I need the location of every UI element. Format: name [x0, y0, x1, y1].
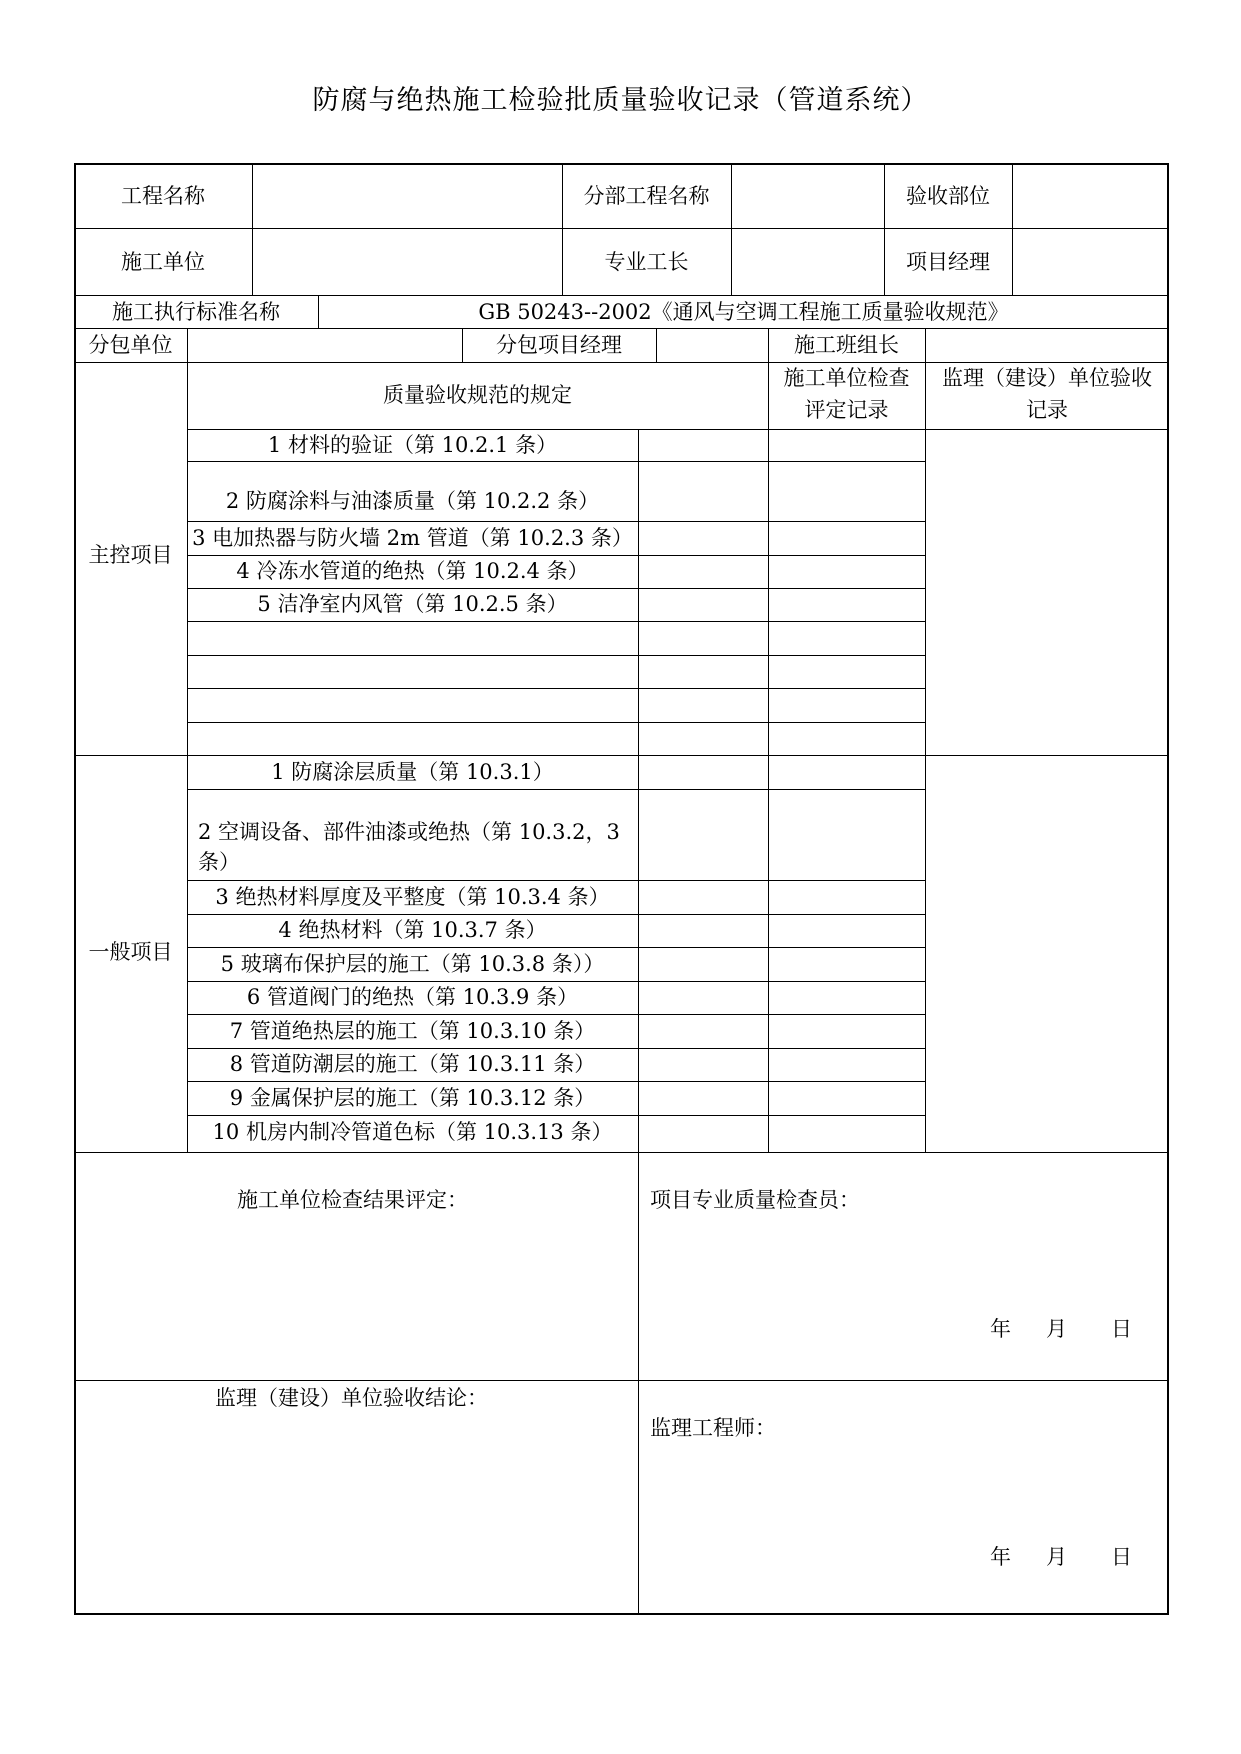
date2-day: 日 — [1111, 1545, 1132, 1569]
general-item: 5 玻璃布保护层的施工（第 10.3.8 条）） — [220, 952, 605, 976]
date1-month: 月 — [1046, 1317, 1067, 1341]
main-control-item: 1 材料的验证（第 10.2.1 条） — [267, 433, 558, 457]
main-control-item: 2 防腐涂料与油漆质量（第 10.2.2 条） — [225, 489, 600, 513]
general-item: 10 机房内制冷管道色标（第 10.3.13 条） — [212, 1120, 613, 1144]
general-item: 6 管道阀门的绝热（第 10.3.9 条） — [246, 985, 579, 1009]
check-record-header-line2: 评定记录 — [804, 398, 889, 422]
document-title: 防腐与绝热施工检验批质量验收记录（管道系统） — [312, 85, 929, 116]
acceptance-part-label: 验收部位 — [906, 184, 990, 208]
date2-month: 月 — [1046, 1545, 1067, 1569]
check-record-header-line1: 施工单位检查 — [783, 366, 910, 390]
project-manager-label: 项目经理 — [906, 250, 990, 274]
general-item: 1 防腐涂层质量（第 10.3.1） — [271, 760, 554, 784]
general-item-2-line2: 条） — [198, 850, 240, 874]
general-item-2-line1: 2 空调设备、部件油漆或绝热（第 10.3.2，3 — [198, 820, 620, 844]
specialty-foreman-label: 专业工长 — [604, 250, 689, 274]
main-control-item: 5 洁净室内风管（第 10.2.5 条） — [257, 592, 568, 616]
main-control-item: 3 电加热器与防火墙 2m 管道（第 10.2.3 条） — [192, 526, 633, 550]
subcontract-unit-label: 分包单位 — [88, 333, 173, 357]
subcontract-manager-label: 分包项目经理 — [496, 333, 622, 357]
date1-day: 日 — [1111, 1317, 1132, 1341]
general-item: 8 管道防潮层的施工（第 10.3.11 条） — [229, 1052, 596, 1076]
construction-unit-label: 施工单位 — [121, 250, 205, 274]
construction-result-label: 施工单位检查结果评定： — [237, 1188, 468, 1212]
general-item: 9 金属保护层的施工（第 10.3.12 条） — [229, 1086, 596, 1110]
general-item: 3 绝热材料厚度及平整度（第 10.3.4 条） — [215, 885, 610, 909]
project-name-label: 工程名称 — [121, 184, 205, 208]
standard-label: 施工执行标准名称 — [112, 300, 280, 324]
standard-value: GB 50243--2002《通风与空调工程施工质量验收规范》 — [478, 300, 1009, 324]
supervision-header-line1: 监理（建设）单位验收 — [942, 366, 1152, 390]
supervision-header-line2: 记录 — [1026, 398, 1068, 422]
main-control-item: 4 冷冻水管道的绝热（第 10.2.4 条） — [236, 559, 589, 583]
date2-year: 年 — [990, 1545, 1011, 1569]
spec-column-header: 质量验收规范的规定 — [383, 383, 572, 407]
date1-year: 年 — [990, 1317, 1011, 1341]
main-control-label: 主控项目 — [88, 543, 173, 567]
sub-project-name-label: 分部工程名称 — [583, 184, 710, 208]
general-items-label: 一般项目 — [88, 940, 173, 964]
inspector-label: 项目专业质量检查员： — [650, 1188, 860, 1212]
team-leader-label: 施工班组长 — [794, 333, 899, 357]
general-item: 4 绝热材料（第 10.3.7 条） — [278, 918, 547, 942]
supervision-engineer-label: 监理工程师： — [650, 1416, 776, 1440]
general-item: 7 管道绝热层的施工（第 10.3.10 条） — [229, 1019, 596, 1043]
supervision-conclusion-label: 监理（建设）单位验收结论： — [215, 1386, 488, 1410]
